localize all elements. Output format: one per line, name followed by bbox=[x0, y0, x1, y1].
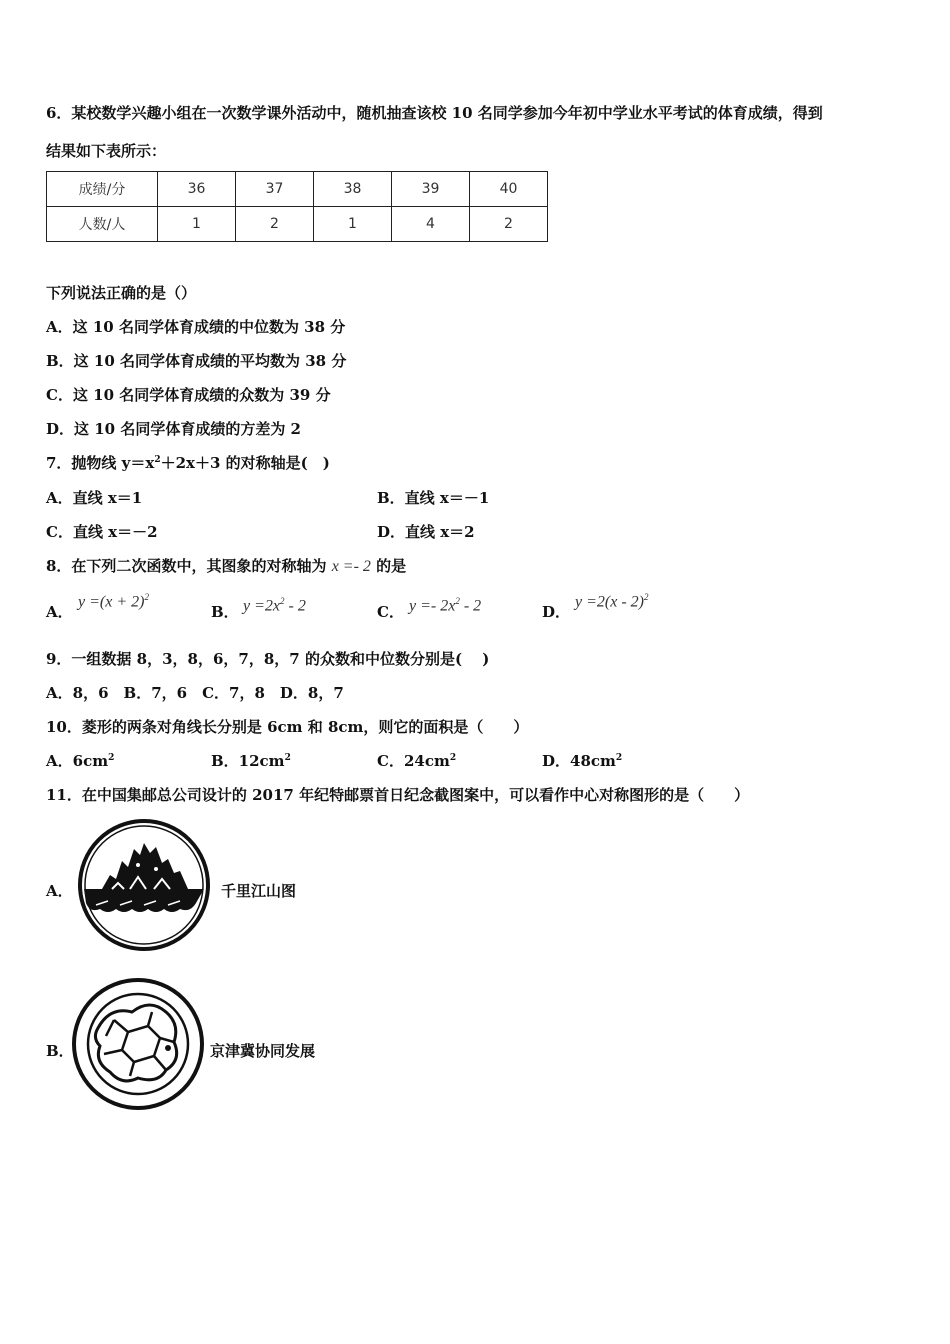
option-label: A．6cm bbox=[46, 752, 109, 770]
q11-option-b-caption: 京津冀协同发展 bbox=[210, 1042, 316, 1060]
q11-option-a-caption: 千里江山图 bbox=[221, 882, 297, 900]
formula-base: y =2x bbox=[243, 597, 280, 615]
q6-stem-line2: 结果如下表所示： bbox=[46, 142, 167, 160]
q6-stem-line1: 6．某校数学兴趣小组在一次数学课外活动中，随机抽查该校 10 名同学参加今年初中学业水平考试的体育成绩，得到 bbox=[46, 104, 823, 122]
formula-tail: - 2 bbox=[284, 597, 306, 615]
q8-option-b-formula bbox=[243, 596, 306, 615]
q7-option-c: C．直线 x＝－2 bbox=[46, 523, 158, 541]
formula-tail: - 2 bbox=[459, 597, 482, 615]
q11-option-a-label: A． bbox=[46, 882, 73, 900]
q8-option-b-label: B． bbox=[211, 603, 239, 621]
option-sup: 2 bbox=[449, 753, 457, 763]
q7-option-a: A．直线 x＝1 bbox=[46, 489, 143, 507]
table-cell: 1 bbox=[314, 207, 392, 242]
table-cell: 2 bbox=[470, 207, 548, 242]
table-header-cell: 人数/人 bbox=[47, 207, 158, 242]
q8-option-d-label: D． bbox=[542, 603, 571, 621]
q8-option-a-formula bbox=[78, 592, 149, 611]
option-label: C．24cm bbox=[377, 752, 450, 770]
formula-sup: 2 bbox=[280, 596, 285, 606]
q10-option-c bbox=[377, 750, 456, 771]
option-sup: 2 bbox=[108, 753, 115, 763]
q10-option-b bbox=[211, 750, 291, 771]
table-header-cell: 成绩/分 bbox=[47, 172, 158, 207]
option-sup: 2 bbox=[615, 753, 623, 763]
q8-stem-pre: 8．在下列二次函数中，其图象的对称轴为 bbox=[46, 557, 327, 575]
option-label: B．12cm bbox=[211, 752, 285, 770]
table-cell: 37 bbox=[236, 172, 314, 207]
stamp-jingjinji-image bbox=[70, 976, 210, 1116]
formula-sup: 2 bbox=[643, 592, 649, 602]
q7-stem-post: ＋2x＋3 的对称轴是( ) bbox=[160, 454, 330, 472]
option-sup: 2 bbox=[284, 753, 291, 763]
q8-option-d-formula bbox=[575, 592, 648, 611]
q8-stem-post: 的是 bbox=[376, 557, 407, 575]
q10-option-a bbox=[46, 750, 114, 771]
formula-base: y =2(x - 2) bbox=[575, 593, 644, 611]
q10-option-d bbox=[542, 750, 622, 771]
q10-stem: 10．菱形的两条对角线长分别是 6cm 和 8cm，则它的面积是（ ） bbox=[46, 718, 529, 736]
table-cell: 36 bbox=[158, 172, 236, 207]
q7-stem bbox=[46, 452, 330, 473]
q11-option-b-label: B． bbox=[46, 1042, 74, 1060]
q8-option-c-formula bbox=[409, 596, 481, 615]
q9-options: A．8，6 B．7，6 C．7，8 D．8，7 bbox=[46, 684, 344, 702]
table-cell: 4 bbox=[392, 207, 470, 242]
table-cell: 38 bbox=[314, 172, 392, 207]
q11-stem: 11．在中国集邮总公司设计的 2017 年纪特邮票首日纪念截图案中，可以看作中心对称图形的是（ ） bbox=[46, 786, 750, 804]
formula-base: y =(x + 2) bbox=[78, 593, 145, 611]
table-cell: 39 bbox=[392, 172, 470, 207]
formula-sup: 2 bbox=[144, 592, 149, 602]
q6-option-c: C．这 10 名同学体育成绩的众数为 39 分 bbox=[46, 386, 331, 404]
q8-option-c-label: C． bbox=[377, 603, 404, 621]
q7-stem-pre: 7．抛物线 y＝x bbox=[46, 454, 155, 472]
formula-base: y =- 2x bbox=[409, 597, 456, 615]
q6-option-a: A．这 10 名同学体育成绩的中位数为 38 分 bbox=[46, 318, 346, 336]
q9-stem: 9．一组数据 8，3，8，6，7，8，7 的众数和中位数分别是( ) bbox=[46, 650, 490, 668]
q7-stem-sup: 2 bbox=[154, 455, 161, 465]
table-cell: 2 bbox=[236, 207, 314, 242]
q8-option-a-label: A． bbox=[46, 603, 73, 621]
stamp-qianli-jiangshan-image bbox=[72, 817, 222, 957]
q8-stem bbox=[46, 555, 406, 576]
option-label: D．48cm bbox=[542, 752, 616, 770]
q7-option-d: D．直线 x＝2 bbox=[377, 523, 475, 541]
q8-stem-math: x =- 2 bbox=[331, 558, 371, 575]
q6-option-b: B．这 10 名同学体育成绩的平均数为 38 分 bbox=[46, 352, 347, 370]
table-cell: 40 bbox=[470, 172, 548, 207]
table-row bbox=[47, 207, 548, 242]
q6-prompt: 下列说法正确的是（） bbox=[46, 284, 197, 302]
table-row bbox=[47, 172, 548, 207]
formula-sup: 2 bbox=[455, 596, 460, 606]
table-cell: 1 bbox=[158, 207, 236, 242]
q6-option-d: D．这 10 名同学体育成绩的方差为 2 bbox=[46, 420, 301, 438]
q7-option-b: B．直线 x＝－1 bbox=[377, 489, 490, 507]
score-table bbox=[46, 171, 548, 242]
